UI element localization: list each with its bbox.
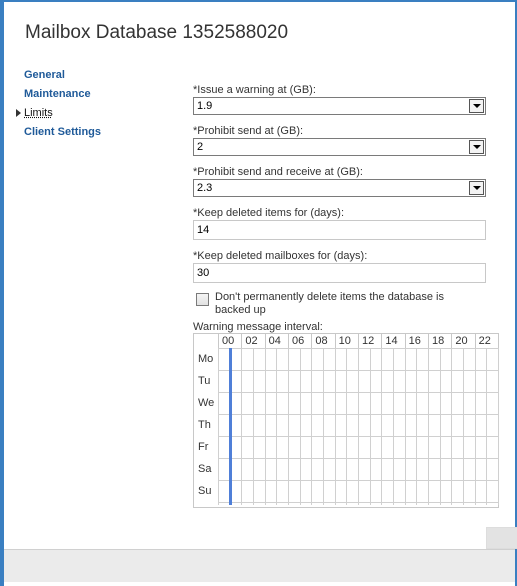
day-label: Sa xyxy=(198,463,212,475)
grid-row-line xyxy=(218,458,498,459)
day-label: Tu xyxy=(198,375,211,387)
grid-column-line xyxy=(381,348,382,505)
hour-label: 00 xyxy=(218,334,234,348)
grid-column-line xyxy=(393,348,394,505)
grid-column-line xyxy=(346,348,347,505)
hour-label: 22 xyxy=(475,334,491,348)
grid-column-line xyxy=(428,348,429,505)
schedule-label: Warning message interval: xyxy=(193,321,323,333)
prohibit-send-select[interactable] xyxy=(193,138,486,156)
hour-label: 10 xyxy=(335,334,351,348)
hour-label: 16 xyxy=(405,334,421,348)
grid-column-line xyxy=(241,348,242,505)
keep-deleted-mailboxes-input[interactable]: 30 xyxy=(193,263,486,283)
page-title: Mailbox Database 1352588020 xyxy=(25,22,289,43)
window-frame-left xyxy=(0,0,4,586)
grid-row-line xyxy=(218,436,498,437)
schedule-hours-header xyxy=(218,334,498,348)
warning-value: 1.9 xyxy=(197,100,213,112)
grid-column-line xyxy=(276,348,277,505)
grid-column-line xyxy=(416,348,417,505)
grid-column-line xyxy=(218,348,219,505)
chevron-down-icon[interactable] xyxy=(469,140,484,154)
grid-column-line xyxy=(405,348,406,505)
footer-bar xyxy=(4,549,515,582)
grid-column-line xyxy=(300,348,301,505)
footer-button[interactable] xyxy=(486,527,517,549)
grid-column-line xyxy=(370,348,371,505)
hour-label: 18 xyxy=(428,334,444,348)
hour-label: 04 xyxy=(265,334,281,348)
grid-column-line xyxy=(451,348,452,505)
schedule-marker xyxy=(229,348,232,505)
grid-row-line xyxy=(218,414,498,415)
prohibit-send-label: *Prohibit send at (GB): xyxy=(193,125,304,137)
grid-row-line xyxy=(218,502,498,503)
keep-deleted-items-input[interactable]: 14 xyxy=(193,220,486,240)
hour-label: 08 xyxy=(311,334,327,348)
prohibit-send-receive-label: *Prohibit send and receive at (GB): xyxy=(193,166,363,178)
hour-label: 12 xyxy=(358,334,374,348)
day-label: Th xyxy=(198,419,211,431)
day-label: We xyxy=(198,397,215,409)
prohibit-send-value: 2 xyxy=(197,141,204,153)
nav-item-limits-label: Limits xyxy=(24,107,53,119)
hour-label: 02 xyxy=(241,334,257,348)
nav-item-maintenance[interactable]: Maintenance xyxy=(24,88,91,100)
nav-item-client-settings[interactable]: Client Settings xyxy=(24,126,102,138)
limits-form xyxy=(193,83,489,325)
day-label: Mo xyxy=(198,353,214,365)
current-page-arrow-icon xyxy=(16,109,21,117)
warning-select[interactable] xyxy=(193,97,486,115)
hour-label: 14 xyxy=(381,334,397,348)
day-label: Su xyxy=(198,485,212,497)
grid-column-line xyxy=(440,348,441,505)
grid-column-line xyxy=(288,348,289,505)
warning-label: *Issue a warning at (GB): xyxy=(193,84,316,96)
side-nav xyxy=(24,67,101,143)
grid-column-line xyxy=(265,348,266,505)
backup-checkbox-row xyxy=(193,291,489,325)
prohibit-send-receive-select[interactable] xyxy=(193,179,486,197)
hour-label: 06 xyxy=(288,334,304,348)
backup-checkbox-label: Don't permanently delete items the database is backed up xyxy=(215,291,444,316)
grid-column-line xyxy=(253,348,254,505)
chevron-down-icon[interactable] xyxy=(469,99,484,113)
grid-column-line xyxy=(486,348,487,505)
warning-interval-schedule xyxy=(193,321,499,508)
keep-deleted-mailboxes-label: *Keep deleted mailboxes for (days): xyxy=(193,250,368,262)
grid-column-line xyxy=(475,348,476,505)
backup-checkbox[interactable] xyxy=(196,293,209,306)
grid-column-line xyxy=(323,348,324,505)
nav-item-general[interactable]: General xyxy=(24,69,65,81)
grid-row-line xyxy=(218,480,498,481)
grid-column-line xyxy=(463,348,464,505)
grid-row-line xyxy=(218,392,498,393)
grid-column-line xyxy=(358,348,359,505)
day-label: Fr xyxy=(198,441,209,453)
grid-row-line xyxy=(218,348,498,349)
grid-row-line xyxy=(218,370,498,371)
grid-column-line xyxy=(335,348,336,505)
grid-column-line xyxy=(311,348,312,505)
schedule-grid[interactable] xyxy=(193,333,499,508)
keep-deleted-items-label: *Keep deleted items for (days): xyxy=(193,207,345,219)
hour-label: 20 xyxy=(451,334,467,348)
window-frame-top xyxy=(0,0,517,2)
nav-item-limits[interactable] xyxy=(24,105,101,124)
chevron-down-icon[interactable] xyxy=(469,181,484,195)
grid-column-line xyxy=(498,348,499,505)
prohibit-send-receive-value: 2.3 xyxy=(197,182,213,194)
